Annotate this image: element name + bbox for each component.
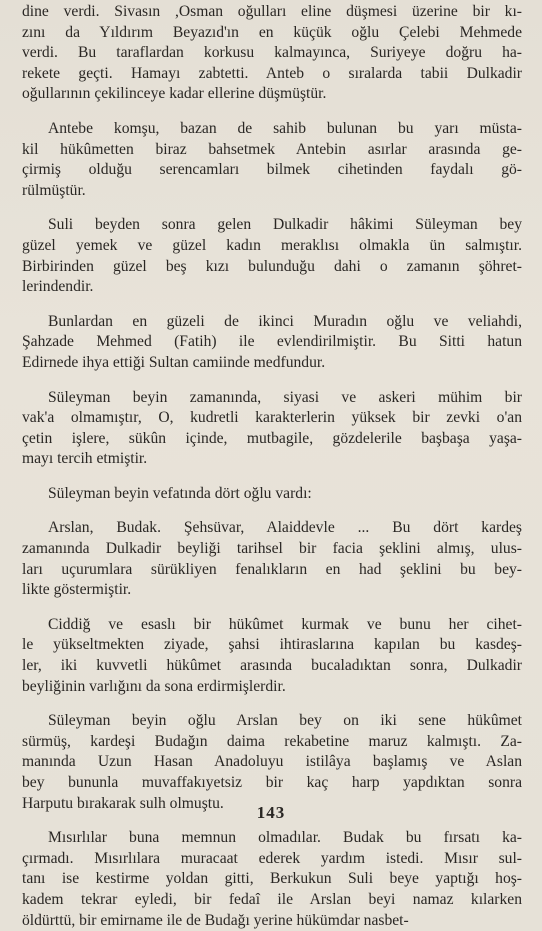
text-line: ler, iki kuvvetli hükûmet arasında bucaladıktan sonra, Dulkadir xyxy=(22,657,522,675)
text-line: Mısırlılar buna memnun olmadılar. Budak bu fırsatı ka- xyxy=(48,829,522,847)
text-line: öldürttü, bir emirname ile de Budağı yerine hükümdar nasbet- xyxy=(22,911,409,929)
text-line: çetin işlere, sükûn içinde, mutbagile, gözdelerile başbaşa yaşa- xyxy=(22,429,522,447)
text-line: tanı ise kestirme yoldan gitti, Berkukun Suli beye yaptığı hoş- xyxy=(22,870,522,888)
paragraph xyxy=(22,518,522,600)
text-line: Suli beyden sonra gelen Dulkadir hâkimi Süleyman bey xyxy=(48,216,522,234)
text-line: ları uçurumlara sürükliyen fenalıkların en had şeklini bu bey- xyxy=(22,560,522,578)
paragraph xyxy=(22,828,522,931)
text-line: çırmadı. Mısırlılara muracaat ederek yardım istedi. Mısır sul- xyxy=(22,849,522,867)
text-line: Şahzade Mehmed (Fatih) ile evlendirilmiştir. Bu Sitti hatun xyxy=(22,333,522,351)
text-line: zamanında Dulkadir beyliği tarihsel bir facia şeklini almış, ulus- xyxy=(22,540,522,558)
text-line: oğullarının çekilinceye kadar ellerine düşmüştür. xyxy=(22,85,327,103)
paragraph xyxy=(22,711,522,814)
paragraph xyxy=(22,119,522,201)
text-line: çirmiş olduğu serencamları bilmek cihetinden faydalı gö- xyxy=(22,161,522,179)
text-line: Süleyman beyin zamanında, siyasi ve askeri mühim bir xyxy=(48,388,522,406)
text-line: manında Uzun Hasan Anadoluyu istilâya başlamış ve Aslan xyxy=(22,753,522,771)
text-line: vak'a olmamıştır, O, kudretli karakterlerin yüksek bir zevki o'an xyxy=(22,409,522,427)
text-line: kadem tekrar eyledi, bir fedaî ile Arslan beyi namaz kılarken xyxy=(22,890,522,908)
text-line: rülmüştür. xyxy=(22,181,86,199)
text-line: bey bununla muvaffakıyetsiz bir kaç harp yapdıktan sonra xyxy=(22,774,522,791)
paragraph xyxy=(22,615,522,697)
paragraph xyxy=(22,215,522,297)
text-line: dine verdi. Sivasın ,Osman oğulları eline düşmesi üzerine bir kı- xyxy=(22,3,522,20)
text-line: zını da Yıldırım Beyazıd'ın en küçük oğlu Çelebi Mehmede xyxy=(22,23,522,41)
paragraph xyxy=(22,312,522,374)
paragraph xyxy=(22,388,522,470)
text-line: Arslan, Budak. Şehsüvar, Alaiddevle ... Bu dört kardeş xyxy=(48,519,522,537)
text-line: beyliğinin varlığını da sona erdirmişlerdir. xyxy=(22,677,286,695)
text-line: Edirnede ihya ettiği Sultan camiinde medfundur. xyxy=(22,353,326,371)
text-line: Antebe komşu, bazan de sahib bulunan bu yarı müsta- xyxy=(48,119,522,137)
text-line: verdi. Bu taraflardan korkusu kalmayınca, Suriyeye doğru ha- xyxy=(22,44,522,62)
text-line: Süleyman beyin oğlu Arslan bey on iki sene hükûmet xyxy=(48,712,522,730)
text-line: le yükseltmekten ziyade, şahsi ihtiraslarına kapılan bu kasdeş- xyxy=(22,636,522,654)
text-line: sürmüş, kardeşi Budağın daima rekabetine maruz kalmıştı. Za- xyxy=(22,732,522,750)
text-line: kil hükûmetten biraz bahsetmek Antebin asırlar arasında ge- xyxy=(22,140,522,158)
paragraph xyxy=(22,484,522,505)
text-line: mayı tercih etmiştir. xyxy=(22,450,148,468)
text-line: Ciddiğ ve esaslı bir hükûmet kurmak ve bunu her cihet- xyxy=(48,615,522,633)
text-line: likte göstermiştir. xyxy=(22,581,132,599)
text-line: Harputu bırakarak sulh olmuştu. xyxy=(22,794,224,812)
page-body-text xyxy=(22,2,522,931)
text-line: güzel yemek ve güzel kadın meraklısı olmakla ün salmıştır. xyxy=(22,236,522,254)
text-line: Bunlardan en güzeli de ikinci Muradın oğlu ve veliahdi, xyxy=(48,312,522,330)
text-line: Süleyman beyin vefatında dört oğlu vardı: xyxy=(48,484,312,502)
text-line: rekete geçti. Hamayı zabtetti. Anteb o sıralarda tabii Dulkadir xyxy=(22,64,522,82)
page-number: 143 xyxy=(256,803,286,822)
text-line: Birbirinden güzel beş kızı bulunduğu dahi o zamanın şöhret- xyxy=(22,257,522,275)
text-line: lerindendir. xyxy=(22,278,94,296)
paragraph xyxy=(22,2,522,105)
